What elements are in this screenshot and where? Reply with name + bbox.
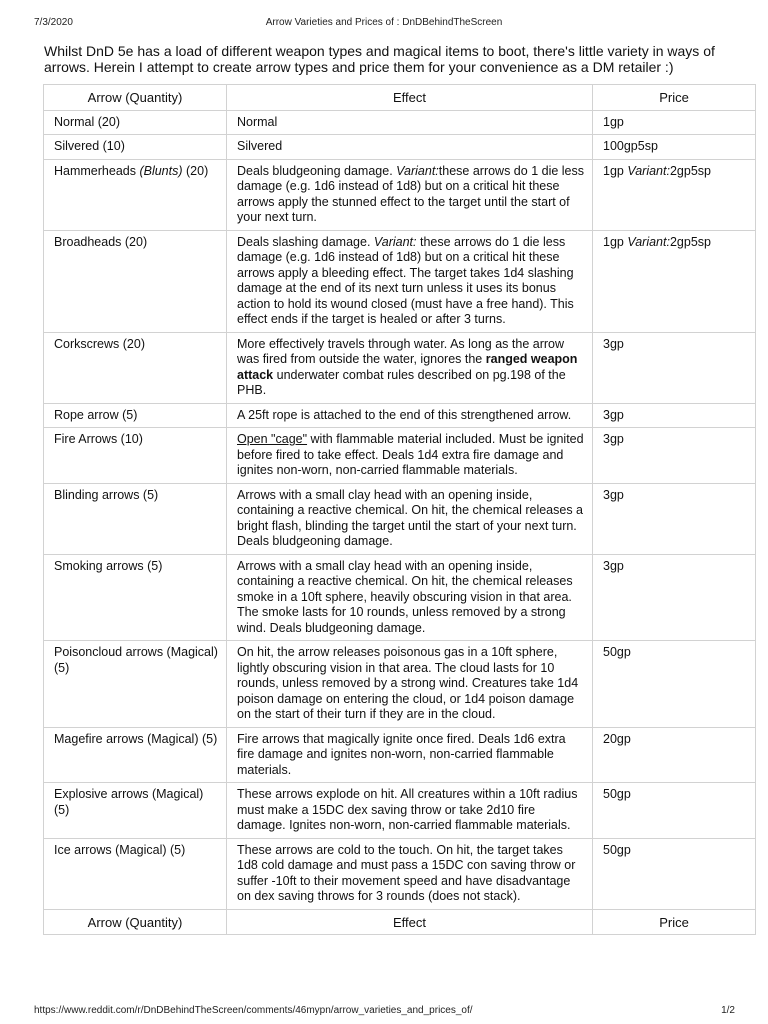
effect-cell [227, 159, 593, 230]
arrow-cell: Fire Arrows (10) [44, 428, 227, 484]
effect-cell: On hit, the arrow releases poisonous gas in a 10ft sphere, lightly obscuring vision in that area. The cloud lasts for 10 rounds, unless removed by a strong wind. Creatures take 1d4 poison damage on entering the cloud, or 1d4 poison damage on the start of their turn if they are in the cloud. [227, 641, 593, 728]
table-row [44, 230, 756, 332]
table-footer-header-row [44, 909, 756, 935]
variant-label: Variant: [627, 163, 670, 178]
effect-cell: Silvered [227, 135, 593, 160]
arrow-cell [44, 159, 227, 230]
effect-cell: A 25ft rope is attached to the end of this strengthened arrow. [227, 403, 593, 428]
table-row [44, 783, 756, 839]
price-cell: 3gp [593, 428, 756, 484]
column-header-price: Price [593, 85, 756, 111]
table-header-row [44, 85, 756, 111]
price-cell: 100gp5sp [593, 135, 756, 160]
table-row [44, 110, 756, 135]
effect-text: these arrows do 1 die less damage (e.g. 1d6 instead of 1d8) but on a critical hit these arrows apply the stunned effect to the target until the start of your next turn. [237, 163, 584, 224]
table-row [44, 332, 756, 403]
price-cell [593, 159, 756, 230]
effect-text: underwater combat rules described on pg.198 of the PHB. [237, 367, 566, 397]
price-text: 2gp5sp [669, 163, 711, 178]
table-row [44, 428, 756, 484]
column-header-effect: Effect [227, 85, 593, 111]
table-row [44, 483, 756, 554]
price-cell: 3gp [593, 483, 756, 554]
page-number: 1/2 [721, 1005, 735, 1016]
arrow-name-italic: (Blunts) [139, 163, 183, 178]
arrow-cell: Magefire arrows (Magical) (5) [44, 727, 227, 783]
column-header-arrow: Arrow (Quantity) [44, 85, 227, 111]
arrow-cell: Smoking arrows (5) [44, 554, 227, 641]
price-cell: 3gp [593, 332, 756, 403]
print-title: Arrow Varieties and Prices of : DnDBehindTheScreen [265, 17, 503, 28]
column-header-price: Price [593, 909, 756, 935]
effect-cell [227, 230, 593, 332]
price-cell: 50gp [593, 783, 756, 839]
effect-text: More effectively travels through water. As long as the arrow was fired from outside the water, ignores the [237, 336, 565, 366]
table-row [44, 403, 756, 428]
column-header-effect: Effect [227, 909, 593, 935]
arrow-cell: Ice arrows (Magical) (5) [44, 838, 227, 909]
open-cage-link[interactable]: Open "cage" [237, 432, 308, 446]
column-header-arrow: Arrow (Quantity) [44, 909, 227, 935]
effect-text: Deals bludgeoning damage. [237, 163, 397, 178]
price-text: 1gp [603, 234, 628, 249]
arrow-cell: Silvered (10) [44, 135, 227, 160]
arrow-quantity: (20) [182, 163, 209, 178]
effect-cell: Arrows with a small clay head with an opening inside, containing a reactive chemical. On hit, the chemical releases a bright flash, blinding the target until the start of your next turn. Deals bludgeoning damage. [227, 483, 593, 554]
arrow-price-table [43, 84, 756, 935]
effect-cell [227, 332, 593, 403]
price-cell: 3gp [593, 554, 756, 641]
table-row [44, 641, 756, 728]
effect-text: with flammable material included. Must be ignited before fired to take effect. Deals 1d4 extra fire damage and ignites non-worn, non-carried flammable materials. [237, 432, 584, 477]
arrow-name: Hammerheads [54, 163, 140, 178]
effect-cell: These arrows are cold to the touch. On hit, the target takes 1d8 cold damage and must pass a 15DC con saving throw or suffer -10ft to their movement speed and have disadvantage on dex saving throws for 3 rounds (does not stack). [227, 838, 593, 909]
arrow-cell: Explosive arrows (Magical) (5) [44, 783, 227, 839]
effect-cell: Normal [227, 110, 593, 135]
arrow-cell: Broadheads (20) [44, 230, 227, 332]
effect-cell: Fire arrows that magically ignite once fired. Deals 1d6 extra fire damage and ignites non-worn, non-carried flammable materials. [227, 727, 593, 783]
effect-text: these arrows do 1 die less damage (e.g. 1d6 instead of 1d8) but on a critical hit these arrows apply a bleeding effect. The target takes 1d4 slashing damage at the end of its next turn unless it uses its bonus action to hold its wound closed (must have a free hand). This effect ends if the target is healed or after 3 turns. [237, 234, 574, 326]
price-cell: 1gp [593, 110, 756, 135]
intro-paragraph: Whilst DnD 5e has a load of different weapon types and magical items to boot, there's little variety in ways of arrows. Herein I attempt to create arrow types and price them for your convenience as a DM retailer :) [44, 43, 715, 75]
effect-cell: These arrows explode on hit. All creatures within a 10ft radius must make a 15DC dex saving throw or take 2d10 fire damage. Ignites non-worn, non-carried flammable materials. [227, 783, 593, 839]
price-cell [593, 230, 756, 332]
table-row [44, 727, 756, 783]
print-source-url: https://www.reddit.com/r/DnDBehindTheScreen/comments/46mypn/arrow_varieties_and_prices_of/ [34, 1005, 473, 1016]
arrow-cell: Corkscrews (20) [44, 332, 227, 403]
effect-cell [227, 428, 593, 484]
arrow-cell: Normal (20) [44, 110, 227, 135]
print-date: 7/3/2020 [34, 17, 73, 28]
arrow-cell: Blinding arrows (5) [44, 483, 227, 554]
price-cell: 50gp [593, 838, 756, 909]
variant-label: Variant: [373, 234, 417, 249]
arrow-cell: Poisoncloud arrows (Magical) (5) [44, 641, 227, 728]
variant-label: Variant: [396, 163, 439, 178]
effect-text: Deals slashing damage. [237, 234, 374, 249]
table-row [44, 135, 756, 160]
price-cell: 20gp [593, 727, 756, 783]
price-text: 2gp5sp [669, 234, 711, 249]
effect-bold-term: ranged weapon attack [237, 352, 578, 382]
price-cell: 3gp [593, 403, 756, 428]
price-text: 1gp [603, 163, 628, 178]
table-row [44, 838, 756, 909]
table-row [44, 554, 756, 641]
table-row [44, 159, 756, 230]
effect-cell: Arrows with a small clay head with an opening inside, containing a reactive chemical. On hit, the chemical releases smoke in a 10ft sphere, heavily obscuring vision in that area. The smoke lasts for 10 rounds, unless removed by a strong wind. Deals bludgeoning damage. [227, 554, 593, 641]
variant-label: Variant: [627, 234, 670, 249]
arrow-cell: Rope arrow (5) [44, 403, 227, 428]
price-cell: 50gp [593, 641, 756, 728]
